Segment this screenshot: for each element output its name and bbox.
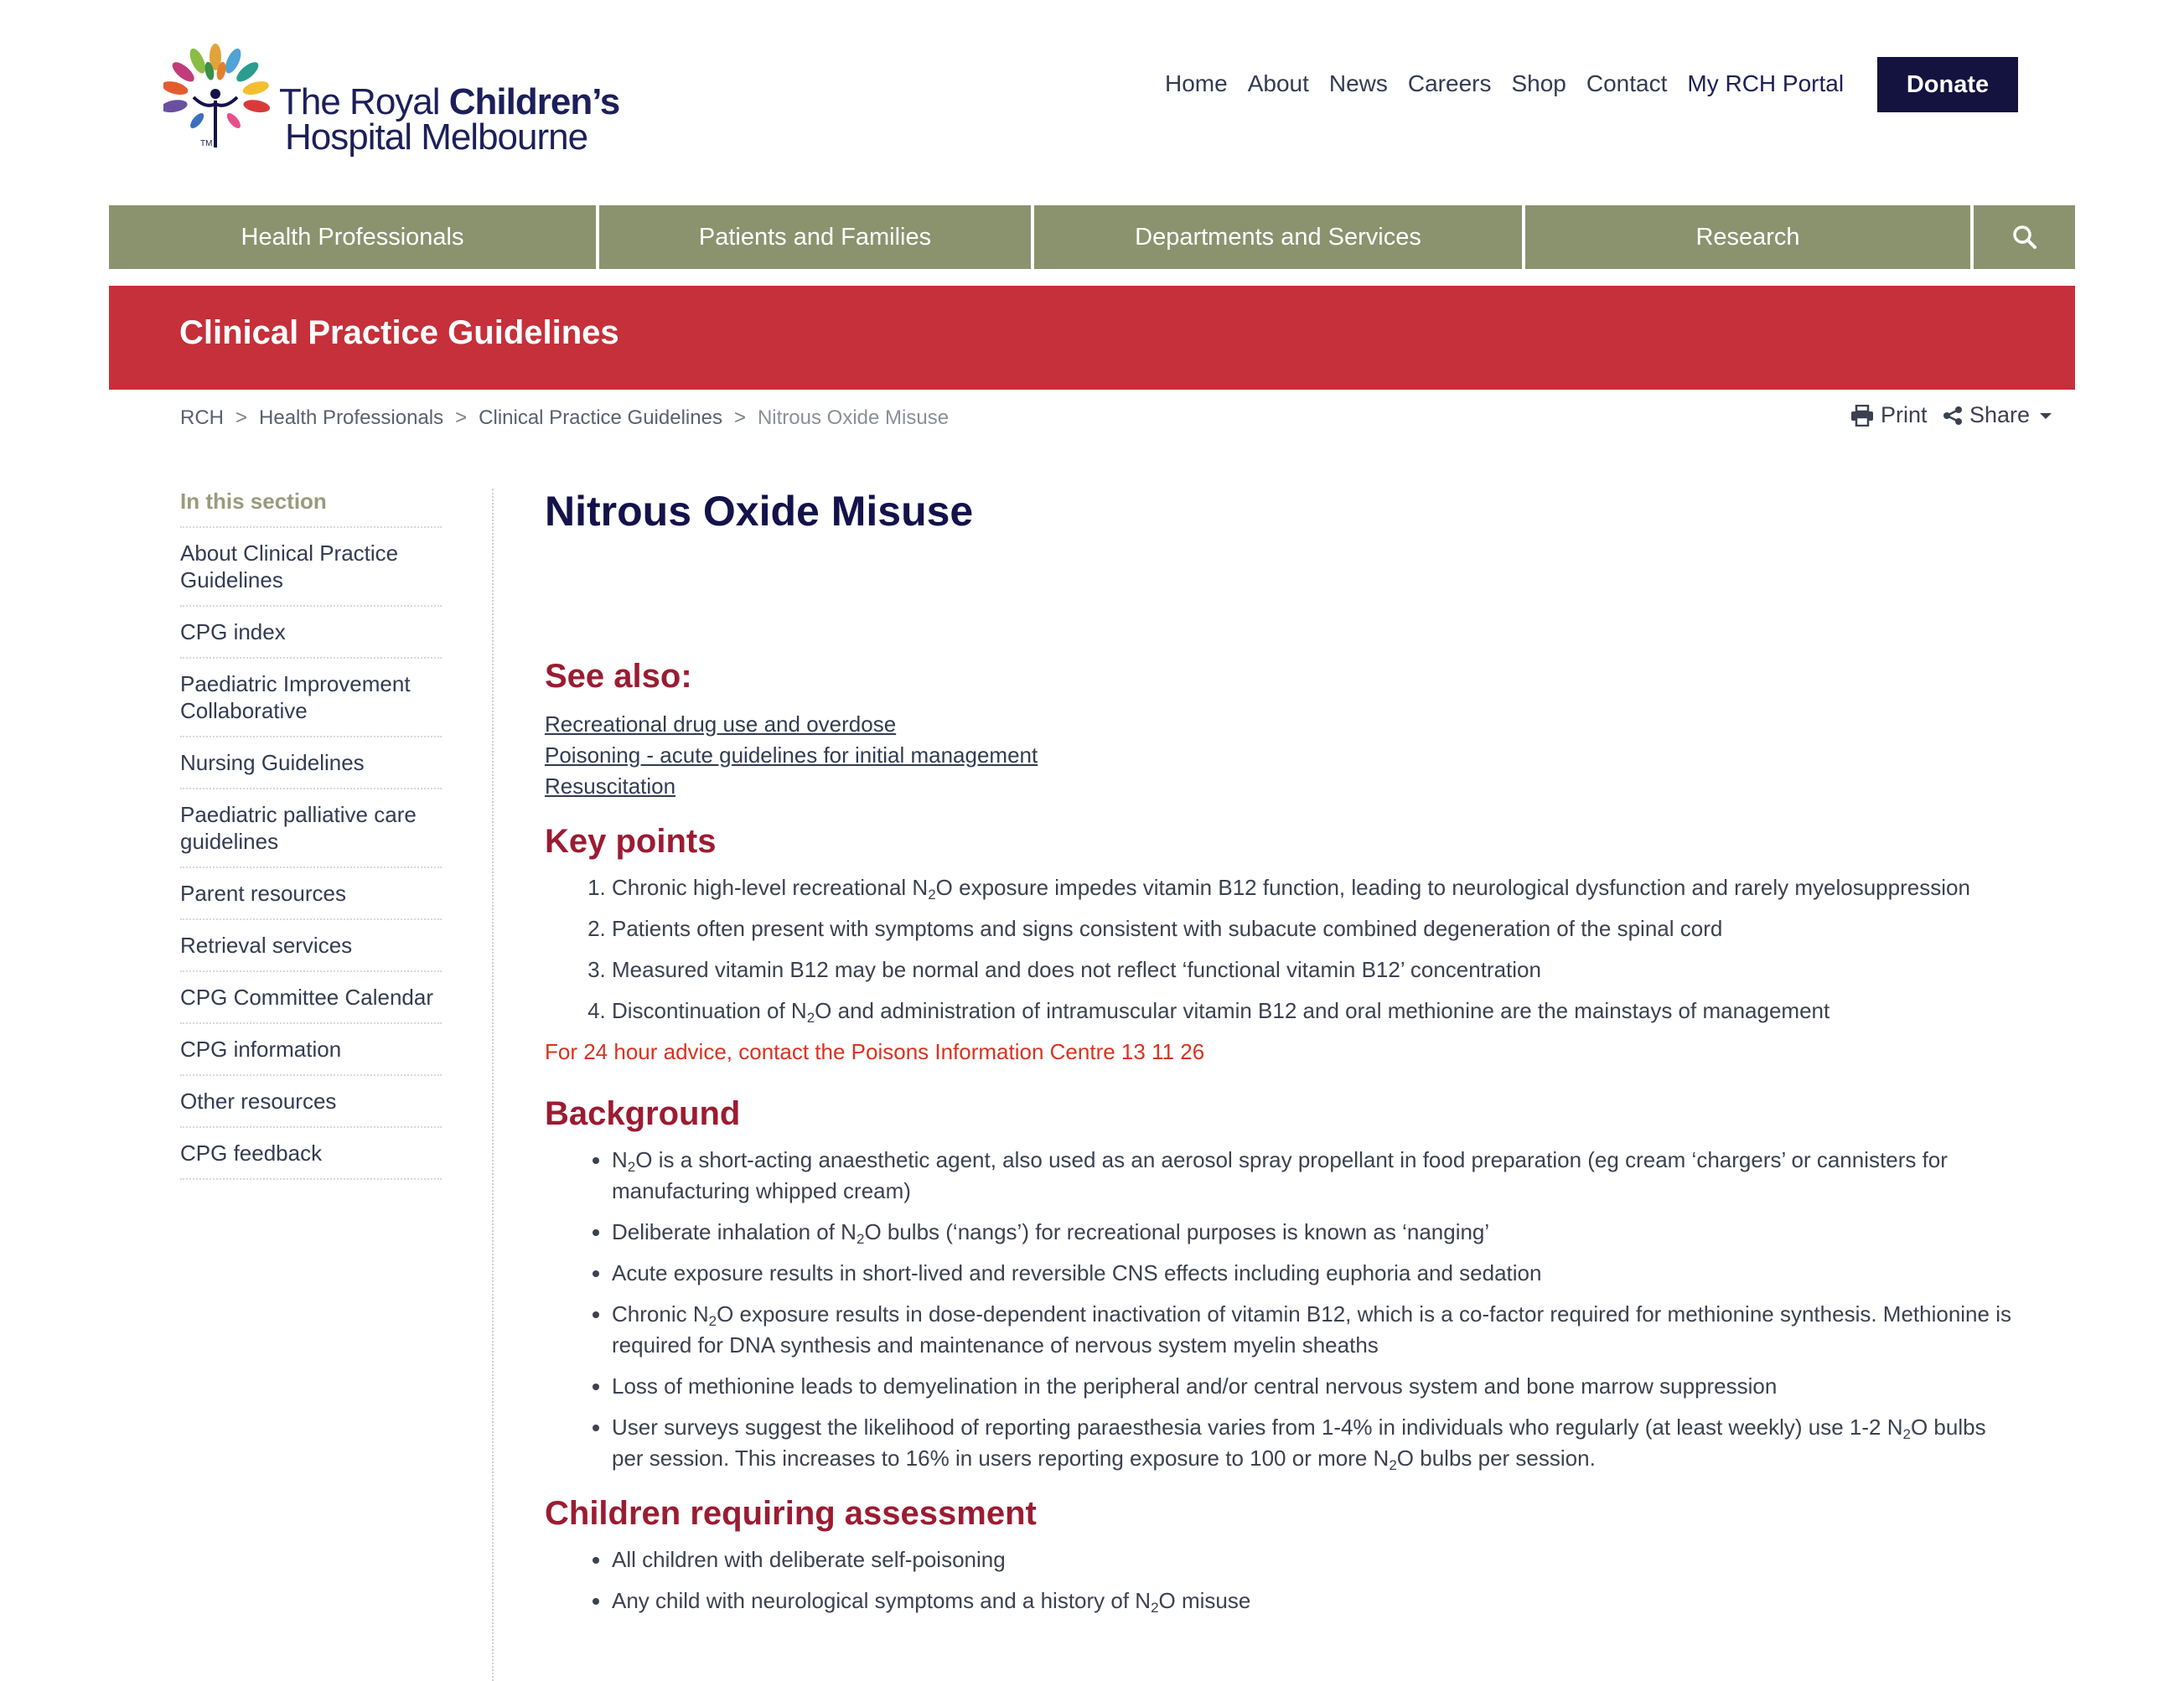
- share-icon: [1943, 406, 1963, 426]
- link-poisoning-acute[interactable]: Poisoning - acute guidelines for initial management: [545, 742, 1038, 768]
- topnav-news[interactable]: News: [1328, 70, 1388, 96]
- sidebar-item-cpg-calendar[interactable]: CPG Committee Calendar: [180, 972, 442, 1024]
- list-item: • Any child with neurological symptoms and a history of $N_2O$ misuse: [612, 1585, 2020, 1616]
- banner-title: Clinical Practice Guidelines: [179, 314, 619, 351]
- sidebar-item-retrieval-services[interactable]: Retrieval services: [180, 920, 442, 972]
- tree-logo-icon: [163, 40, 272, 158]
- rch-logo[interactable]: [163, 40, 620, 158]
- caret-down-icon: [2038, 411, 2053, 421]
- sidebar-item-nursing-guidelines[interactable]: Nursing Guidelines: [180, 737, 442, 789]
- breadcrumb-separator: >: [733, 406, 746, 429]
- children-assessment-heading: Children requiring assessment: [545, 1495, 1037, 1532]
- list-item: • Acute exposure results in short-lived and reversible CNS effects including euphoria and sedation: [612, 1258, 2020, 1289]
- sidebar-item-paediatric-improvement[interactable]: Paediatric Improvement Collaborative: [180, 659, 442, 737]
- section-sidebar: [180, 489, 442, 1180]
- breadcrumb-separator: >: [455, 406, 468, 429]
- background-list: [545, 1145, 2020, 1474]
- breadcrumb-clinical-practice-guidelines[interactable]: Clinical Practice Guidelines: [479, 406, 722, 429]
- trademark-mark: TM: [200, 139, 213, 148]
- breadcrumb-health-professionals[interactable]: Health Professionals: [259, 406, 444, 429]
- topnav-home[interactable]: Home: [1165, 70, 1228, 96]
- link-recreational-drug-use[interactable]: Recreational drug use and overdose: [545, 711, 897, 737]
- sidebar-item-cpg-information[interactable]: CPG information: [180, 1024, 442, 1076]
- list-item: • All children with deliberate self-poisoning: [612, 1544, 2020, 1575]
- see-also-heading: See also:: [545, 658, 692, 695]
- sidebar-item-cpg-index[interactable]: CPG index: [180, 607, 442, 659]
- sidebar-heading: In this section: [180, 489, 442, 528]
- share-button[interactable]: [1943, 402, 2053, 428]
- main-content: [545, 484, 2020, 1627]
- key-points-heading: Key points: [545, 823, 717, 860]
- list-item: • User surveys suggest the likelihood of reporting paraesthesia varies from 1-4% in individuals who regularly (at least weekly) use 1-2 $N_2O$ bulbs per session. This increases to 16% in users reporting exposure to 100 or more $N_2O$ bulbs per session.: [612, 1412, 2020, 1474]
- topnav-my-rch-portal[interactable]: My RCH Portal: [1687, 70, 1845, 96]
- sidebar-item-cpg-feedback[interactable]: CPG feedback: [180, 1128, 442, 1180]
- key-points-list: [545, 872, 2020, 1027]
- printer-icon: [1850, 405, 1874, 427]
- poisons-advice-notice: For 24 hour advice, contact the Poisons Information Centre 13 11 26: [545, 1039, 1205, 1064]
- see-also-links: [545, 709, 2020, 802]
- sidebar-item-palliative-care[interactable]: Paediatric palliative care guidelines: [180, 789, 442, 868]
- topnav-about[interactable]: About: [1247, 70, 1309, 96]
- background-heading: Background: [545, 1095, 741, 1132]
- children-assessment-list: [545, 1544, 2020, 1616]
- page-title: Nitrous Oxide Misuse: [545, 488, 974, 535]
- list-item: • $N_2O$ is a short-acting anaesthetic agent, also used as an aerosol spray propellant in food preparation (eg cream ‘chargers’ or cannisters for manufacturing whipped cream): [612, 1145, 2020, 1207]
- breadcrumb-rch[interactable]: RCH: [180, 406, 224, 429]
- search-icon: [2012, 225, 2037, 250]
- top-navigation: [1165, 65, 1844, 102]
- list-item: • Chronic $N_2O$ exposure results in dose-dependent inactivation of vitamin B12, which is a co-factor required for methionine synthesis. Methionine is required for DNA synthesis and maintenance of nervous system myelin sheaths: [612, 1299, 2020, 1361]
- print-button[interactable]: [1850, 402, 1928, 428]
- mainnav-departments-and-services[interactable]: Departments and Services: [1034, 205, 1522, 269]
- print-label: Print: [1881, 402, 1928, 427]
- list-item: 3. Measured vitamin B12 may be normal and does not reflect ‘functional vitamin B12’ concentration: [612, 954, 2020, 985]
- main-navigation: [109, 205, 2075, 269]
- breadcrumb: [180, 406, 949, 430]
- sidebar-item-parent-resources[interactable]: Parent resources: [180, 868, 442, 920]
- topnav-careers[interactable]: Careers: [1407, 70, 1492, 96]
- sidebar-item-other-resources[interactable]: Other resources: [180, 1076, 442, 1128]
- list-item: • Loss of methionine leads to demyelination in the peripheral and/or central nervous system and bone marrow suppression: [612, 1371, 2020, 1402]
- sidebar-divider: [492, 489, 494, 1681]
- breadcrumb-separator: >: [235, 406, 248, 429]
- search-button[interactable]: [1974, 205, 2075, 269]
- mainnav-health-professionals[interactable]: Health Professionals: [109, 205, 596, 269]
- logo-text-line1: The Royal Children’s: [279, 81, 620, 122]
- sidebar-item-about-cpg[interactable]: About Clinical Practice Guidelines: [180, 528, 442, 607]
- list-item: 1. Chronic high-level recreational $N_2O$ exposure impedes vitamin B12 function, leading to neurological dysfunction and rarely myelosuppression: [612, 872, 2020, 903]
- list-item: • Deliberate inhalation of $N_2O$ bulbs (‘nangs’) for recreational purposes is known as ‘nanging’: [612, 1217, 2020, 1248]
- mainnav-patients-and-families[interactable]: Patients and Families: [599, 205, 1031, 269]
- share-label: Share: [1969, 402, 2031, 427]
- list-item: 4. Discontinuation of $N_2O$ and administration of intramuscular vitamin B12 and oral methionine are the mainstays of management: [612, 996, 2020, 1027]
- mainnav-research[interactable]: Research: [1525, 205, 1970, 269]
- donate-button[interactable]: Donate: [1877, 57, 2018, 112]
- list-item: 2. Patients often present with symptoms and signs consistent with subacute combined degeneration of the spinal cord: [612, 913, 2020, 944]
- topnav-shop[interactable]: Shop: [1511, 70, 1566, 96]
- breadcrumb-current: Nitrous Oxide Misuse: [757, 406, 950, 429]
- topnav-contact[interactable]: Contact: [1586, 70, 1668, 96]
- link-resuscitation[interactable]: Resuscitation: [545, 773, 676, 799]
- logo-text-line2: Hospital Melbourne: [285, 116, 588, 158]
